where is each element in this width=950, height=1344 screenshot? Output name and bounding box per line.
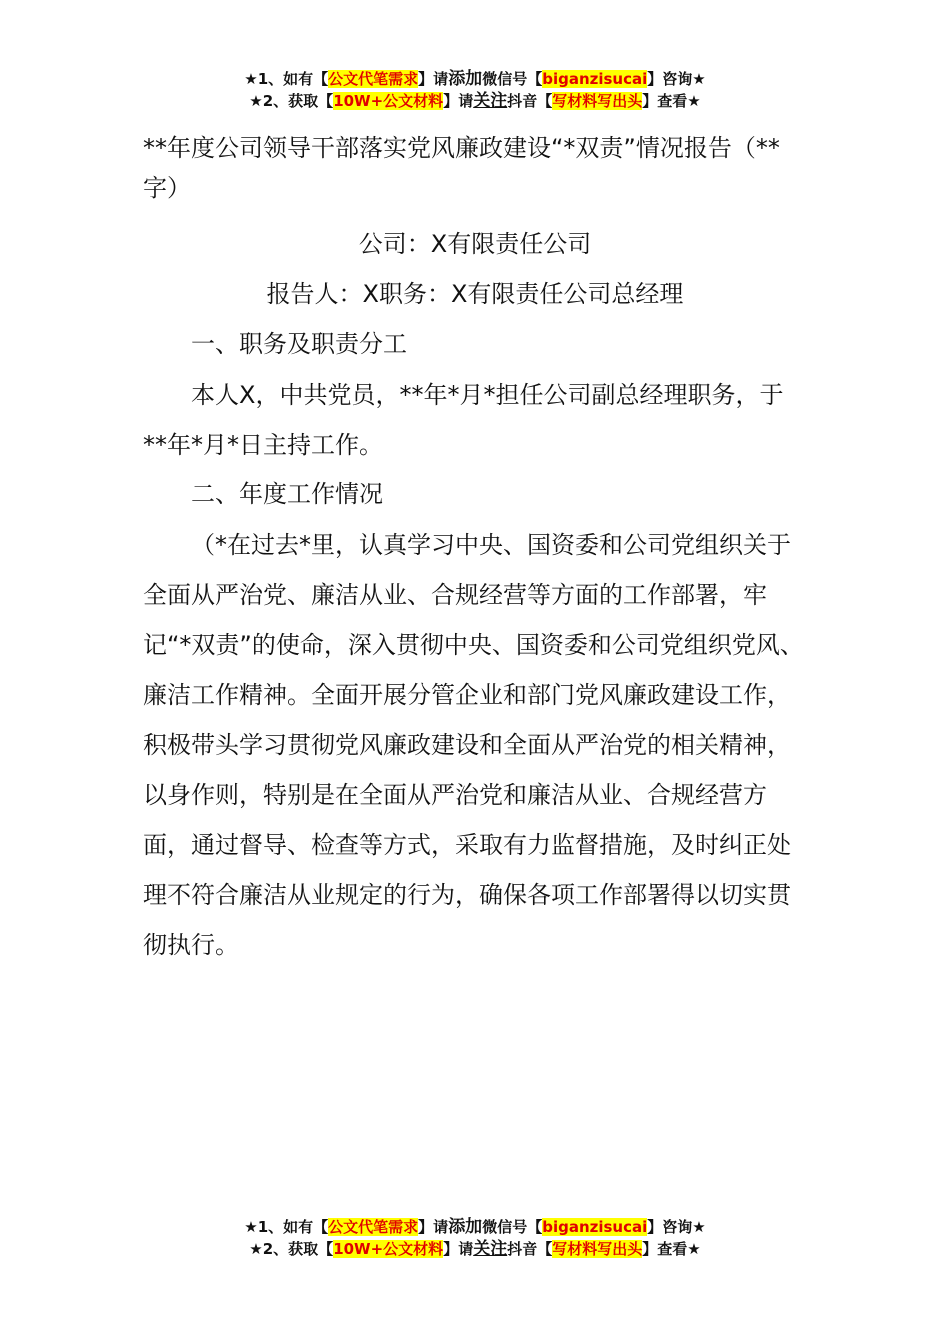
banner-highlight: 10W+公文材料 (333, 92, 444, 110)
section-2-heading: 二、年度工作情况 (191, 480, 383, 508)
document-title: **年度公司领导干部落实党风廉政建设“*双责”情况报告（**字） (143, 134, 780, 202)
banner-text: ★2、获取【 (249, 1240, 334, 1258)
company-line: 公司：X有限责任公司 (358, 230, 592, 258)
banner-text: 】查看★ (642, 92, 701, 110)
banner-text: 抖音【 (507, 92, 553, 110)
banner-text: 微信号【 (482, 70, 543, 88)
banner-emphasis: 关注 (473, 91, 508, 111)
banner-line-2 (0, 1238, 950, 1260)
banner-text: 】请 (443, 92, 474, 110)
banner-line-2 (0, 90, 950, 112)
banner-emphasis: 添加 (448, 69, 483, 89)
banner-text: 】咨询★ (647, 70, 706, 88)
reporter-line: 报告人：X职务：X有限责任公司总经理 (266, 280, 684, 308)
banner-text: 】查看★ (642, 1240, 701, 1258)
banner-text: 】咨询★ (647, 1218, 706, 1236)
banner-douyin-id: 写材料写出头 (552, 1240, 643, 1258)
banner-highlight: 公文代笔需求 (328, 70, 419, 88)
footer-banner (0, 1216, 950, 1260)
banner-text: 微信号【 (482, 1218, 543, 1236)
banner-emphasis: 添加 (448, 1217, 483, 1237)
section-1-body: 本人X，中共党员，**年*月*担任公司副总经理职务，于**年*月*日主持工作。 (143, 381, 784, 459)
section-1-heading: 一、职务及职责分工 (191, 330, 407, 358)
banner-douyin-id: 写材料写出头 (552, 92, 643, 110)
banner-wechat-id: biganzisucai (542, 70, 648, 88)
banner-line-1 (0, 1216, 950, 1238)
banner-text: ★1、如有【 (244, 1218, 329, 1236)
banner-highlight: 10W+公文材料 (333, 1240, 444, 1258)
banner-emphasis: 关注 (473, 1239, 508, 1259)
banner-text: 】请 (418, 70, 449, 88)
banner-text: ★2、获取【 (249, 92, 334, 110)
header-banner (0, 68, 950, 112)
banner-wechat-id: biganzisucai (542, 1218, 648, 1236)
banner-highlight: 公文代笔需求 (328, 1218, 419, 1236)
banner-text: 】请 (443, 1240, 474, 1258)
banner-text: 】请 (418, 1218, 449, 1236)
banner-line-1 (0, 68, 950, 90)
section-2-body: （*在过去*里，认真学习中央、国资委和公司党组织关于全面从严治党、廉洁从业、合规经营等方面的工作部署，牢记“*双责”的使命，深入贯彻中央、国资委和公司党组织党风、廉洁工作精神。全面开展分管企业和部门党风廉政建设工作，积极带头学习贯彻党风廉政建设和全面从严治党的相关精神，以身作则，特别是在全面从严治党和廉洁从业、合规经营方面，通过督导、检查等方式，采取有力监督措施，及时纠正处理不符合廉洁从业规定的行为，确保各项工作部署得以切实贯彻执行。 (143, 531, 804, 959)
banner-text: 抖音【 (507, 1240, 553, 1258)
banner-text: ★1、如有【 (244, 70, 329, 88)
